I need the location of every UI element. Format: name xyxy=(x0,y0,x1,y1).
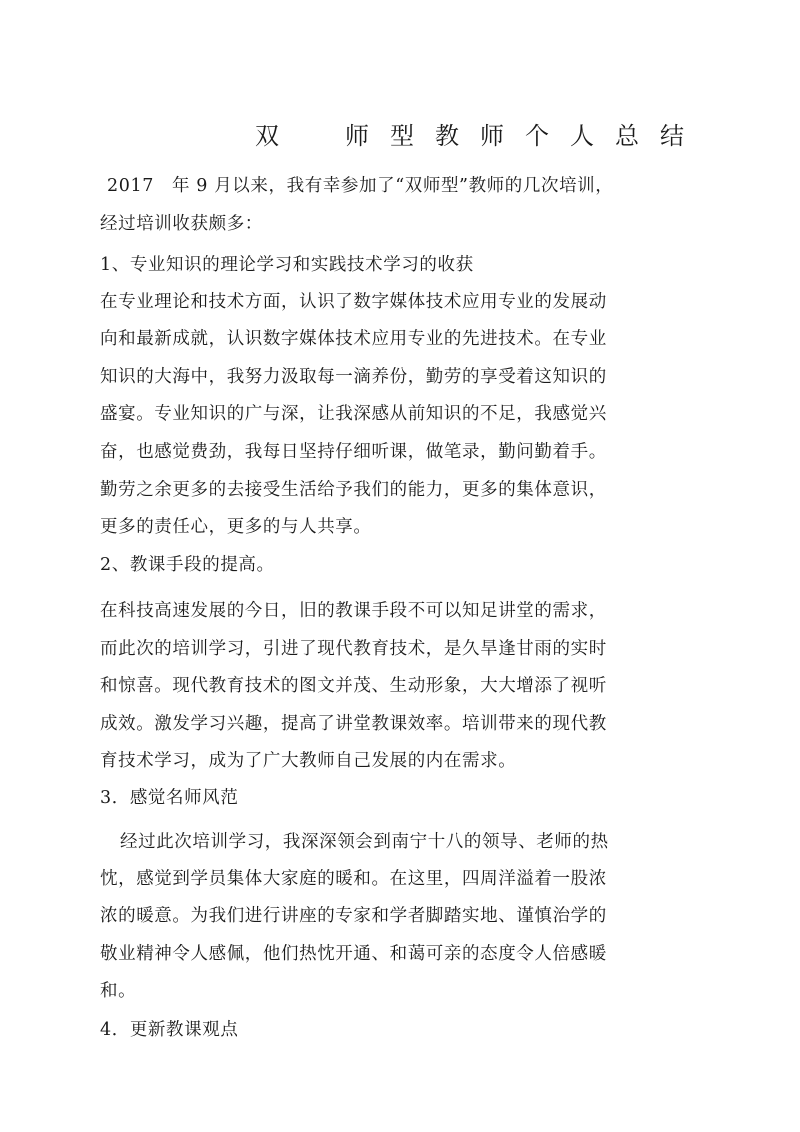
section-2-line-4: 成效。激发学习兴趣，提高了讲堂教课效率。培训带来的现代教 xyxy=(100,714,607,734)
intro-line-2: 经过培训收获颇多： xyxy=(100,214,263,234)
section-1-line-4: 盛宴。专业知识的广与深，让我深感从前知识的不足，我感觉兴 xyxy=(100,404,607,424)
section-3-line-2: 忱，感觉到学员集体大家庭的暖和。在这里，四周洋溢着一股浓 xyxy=(100,869,607,889)
section-3-line-5: 和。 xyxy=(100,981,137,1001)
document-title: 双 师型教师个人总结 xyxy=(255,122,705,150)
section-1-line-6: 勤劳之余更多的去接受生活给予我们的能力，更多的集体意识， xyxy=(100,480,607,500)
section-3-line-1: 经过此次培训学习，我深深领会到南宁十八的领导、老师的热 xyxy=(120,832,609,852)
section-1-heading: 1、专业知识的理论学习和实践技术学习的收获 xyxy=(100,255,474,275)
intro-line-1: 2017 年 9 月以来，我有幸参加了“双师型”教师的几次培训， xyxy=(107,176,614,196)
section-1-line-3: 知识的大海中，我努力汲取每一滴养份，勤劳的享受着这知识的 xyxy=(100,367,607,387)
section-2-heading: 2、教课手段的提高。 xyxy=(100,555,275,575)
section-1-line-2: 向和最新成就，认识数字媒体技术应用专业的先进技术。在专业 xyxy=(100,329,607,349)
section-2-line-1: 在科技高速发展的今日，旧的教课手段不可以知足讲堂的需求， xyxy=(100,601,607,621)
section-2-line-2: 而此次的培训学习，引进了现代教育技术，是久旱逢甘雨的实时 xyxy=(100,639,607,659)
section-3-line-3: 浓的暖意。为我们进行讲座的专家和学者脚踏实地、谨慎治学的 xyxy=(100,906,607,926)
section-4-heading: 4．更新教课观点 xyxy=(100,1020,239,1040)
section-3-line-4: 敬业精神令人感佩，他们热忱开通、和蔼可亲的态度令人倍感暖 xyxy=(100,944,607,964)
section-3-heading: 3．感觉名师风范 xyxy=(100,788,239,808)
section-1-line-7: 更多的责任心，更多的与人共享。 xyxy=(100,517,372,537)
section-1-line-1: 在专业理论和技术方面，认识了数字媒体技术应用专业的发展动 xyxy=(100,292,607,312)
section-1-line-5: 奋，也感觉费劲，我每日坚持仔细听课，做笔录，勤问勤着手。 xyxy=(100,442,607,462)
section-2-line-5: 育技术学习，成为了广大教师自己发展的内在需求。 xyxy=(100,751,517,771)
section-2-line-3: 和惊喜。现代教育技术的图文并茂、生动形象，大大增添了视听 xyxy=(100,676,607,696)
